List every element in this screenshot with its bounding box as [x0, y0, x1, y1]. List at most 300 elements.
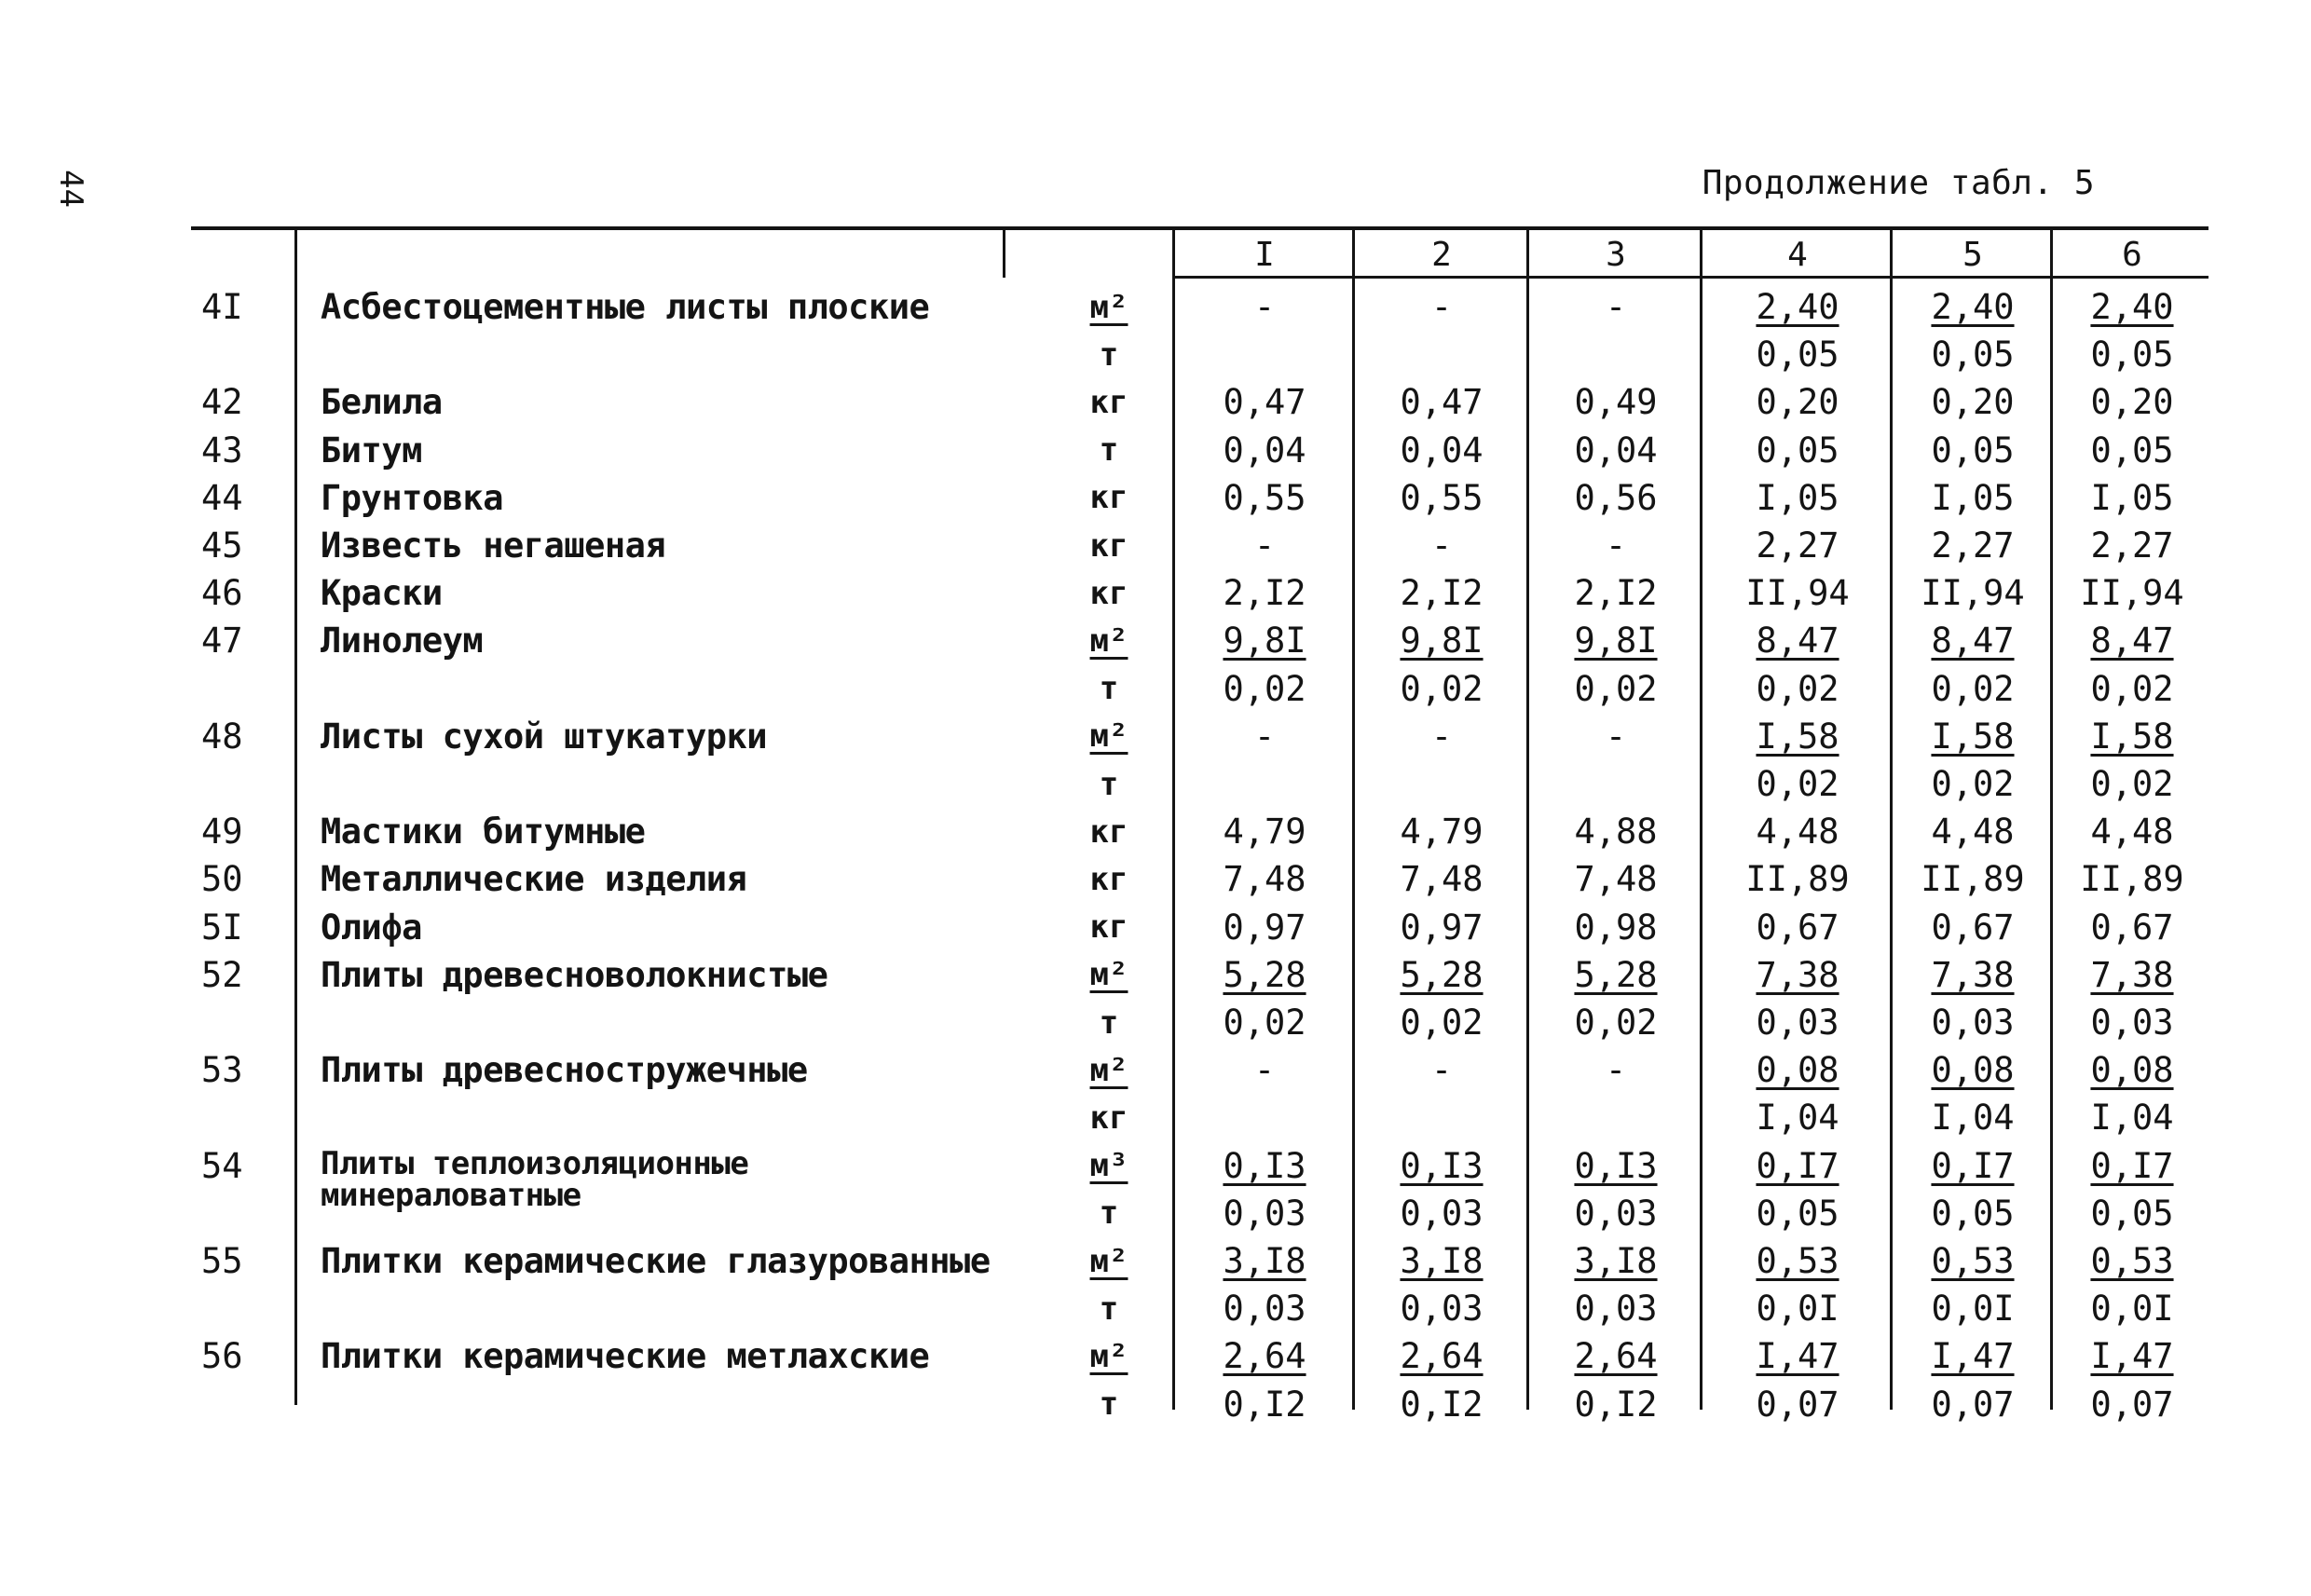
value-text: 2,40	[2090, 287, 2174, 327]
value-col-2	[1355, 427, 1528, 474]
value-text: 7,48	[1574, 859, 1658, 900]
row-number: 46	[201, 573, 243, 614]
value-col-2	[1355, 808, 1528, 855]
value-text: 0,02	[1931, 764, 2015, 804]
row-number	[186, 1285, 289, 1332]
value-col-2	[1355, 474, 1528, 522]
value-col-1	[1176, 522, 1353, 569]
value-col-2	[1355, 665, 1528, 713]
row-number: 54	[201, 1145, 243, 1186]
value-col-4	[1703, 1094, 1892, 1141]
value-text: 0,I7	[1931, 1145, 2015, 1186]
value-col-5	[1894, 760, 2052, 808]
value-col-6	[2054, 617, 2210, 664]
table-row	[0, 617, 2311, 664]
value-text: 0,20	[1931, 382, 2015, 423]
value-text: 0,49	[1574, 382, 1658, 423]
value-col-3	[1530, 427, 1702, 474]
value-text: 0,02	[1400, 668, 1484, 709]
value-col-1	[1176, 1285, 1353, 1332]
row-number: 52	[201, 954, 243, 995]
value-col-3	[1530, 665, 1702, 713]
value-col-5	[1894, 569, 2052, 617]
value-text: 0,03	[1400, 1193, 1484, 1234]
table-header-rule	[1174, 276, 2208, 279]
value-col-2	[1355, 1285, 1528, 1332]
unit: т	[1099, 431, 1119, 470]
value-text: 0,04	[1574, 430, 1658, 471]
value-text: 2,64	[1574, 1336, 1658, 1377]
value-text: 8,47	[1756, 621, 1839, 662]
value-col-4	[1703, 617, 1892, 664]
column-header-5: 5	[1962, 235, 1983, 274]
value-col-3	[1530, 760, 1702, 808]
value-col-4	[1703, 904, 1892, 951]
value-col-5	[1894, 1094, 2052, 1141]
value-col-5	[1894, 617, 2052, 664]
unit: т	[1099, 335, 1119, 374]
value-col-4	[1703, 713, 1892, 760]
value-text: 0,05	[1756, 430, 1839, 471]
value-text: 2,64	[1223, 1336, 1306, 1377]
value-col-4	[1703, 665, 1892, 713]
row-number: 50	[201, 859, 243, 900]
material-name	[321, 331, 991, 378]
value-col-6	[2054, 760, 2210, 808]
table-row	[0, 569, 2311, 617]
value-col-1	[1176, 427, 1353, 474]
value-text: 2,27	[1756, 525, 1839, 566]
page-number: 44	[52, 170, 89, 208]
value-text: 0,I3	[1574, 1145, 1658, 1186]
value-col-5	[1894, 378, 2052, 426]
value-text: I,05	[1756, 477, 1839, 518]
value-text: 9,8I	[1574, 621, 1658, 662]
value-col-3	[1530, 713, 1702, 760]
value-col-4	[1703, 474, 1892, 522]
column-divider	[1003, 226, 1005, 278]
value-text: 0,05	[1931, 430, 2015, 471]
row-number	[186, 1094, 289, 1141]
value-text: 0,98	[1574, 907, 1658, 948]
column-header-2: 2	[1431, 235, 1452, 274]
value-text: 0,02	[1756, 668, 1839, 709]
table-row	[0, 331, 2311, 378]
material-name: Линолеум	[321, 621, 484, 662]
value-col-5	[1894, 522, 2052, 569]
value-text: 0,05	[2090, 1193, 2174, 1234]
row-number	[186, 665, 289, 713]
value-col-2	[1355, 760, 1528, 808]
table-row	[0, 1332, 2311, 1380]
value-text: 0,05	[1931, 334, 2015, 375]
value-col-3	[1530, 1190, 1702, 1237]
row-number: 45	[201, 525, 243, 566]
value-col-5	[1894, 1190, 2052, 1237]
value-text: 0,56	[1574, 477, 1658, 518]
value-col-1	[1176, 378, 1353, 426]
value-text: 4,48	[1931, 812, 2015, 853]
value-text: 0,97	[1400, 907, 1484, 948]
value-col-1	[1176, 808, 1353, 855]
value-text: 0,53	[2090, 1241, 2174, 1281]
value-col-5	[1894, 1237, 2052, 1285]
value-col-2	[1355, 1142, 1528, 1190]
value-text: 0,03	[1223, 1193, 1306, 1234]
value-col-3	[1530, 617, 1702, 664]
value-col-2	[1355, 904, 1528, 951]
value-col-2	[1355, 617, 1528, 664]
value-col-4	[1703, 999, 1892, 1046]
column-header-4: 4	[1787, 235, 1808, 274]
table-row	[0, 1094, 2311, 1141]
value-col-6	[2054, 569, 2210, 617]
value-col-4	[1703, 1190, 1892, 1237]
value-col-2	[1355, 1332, 1528, 1380]
table-row	[0, 1190, 2311, 1237]
value-text: 9,8I	[1223, 621, 1306, 662]
table-caption: Продолжение табл. 5	[1702, 164, 2095, 202]
value-col-6	[2054, 1046, 2210, 1094]
unit: кг	[1089, 526, 1128, 565]
value-text: -	[1605, 525, 1627, 566]
unit: кг	[1089, 908, 1128, 947]
value-text: 4,79	[1400, 812, 1484, 853]
unit: м³	[1089, 1147, 1128, 1185]
value-col-1	[1176, 569, 1353, 617]
value-col-6	[2054, 1237, 2210, 1285]
value-text: 0,04	[1223, 430, 1306, 471]
value-col-3	[1530, 378, 1702, 426]
value-col-6	[2054, 999, 2210, 1046]
value-col-6	[2054, 1332, 2210, 1380]
value-col-6	[2054, 378, 2210, 426]
value-col-3	[1530, 1094, 1702, 1141]
value-col-2	[1355, 1381, 1528, 1428]
value-col-4	[1703, 283, 1892, 331]
value-col-6	[2054, 331, 2210, 378]
value-col-3	[1530, 951, 1702, 999]
value-text: 0,07	[2090, 1384, 2174, 1425]
value-col-3	[1530, 1285, 1702, 1332]
value-col-1	[1176, 951, 1353, 999]
value-col-6	[2054, 522, 2210, 569]
value-text: 0,97	[1223, 907, 1306, 948]
value-col-1	[1176, 617, 1353, 664]
value-col-3	[1530, 904, 1702, 951]
value-col-5	[1894, 1381, 2052, 1428]
value-text: I,04	[1931, 1098, 2015, 1139]
unit: м²	[1089, 1051, 1128, 1089]
value-text: -	[1430, 716, 1453, 757]
value-col-4	[1703, 1285, 1892, 1332]
value-text: 0,02	[1574, 1003, 1658, 1043]
value-col-6	[2054, 427, 2210, 474]
material-name: Мастики битумные	[321, 812, 646, 853]
value-text: 7,38	[1931, 954, 2015, 995]
value-col-4	[1703, 378, 1892, 426]
value-col-5	[1894, 808, 2052, 855]
unit: м²	[1089, 1242, 1128, 1280]
value-col-1	[1176, 1237, 1353, 1285]
table-top-rule	[191, 226, 2208, 230]
table-row	[0, 427, 2311, 474]
value-text: 0,I2	[1223, 1384, 1306, 1425]
value-col-5	[1894, 1285, 2052, 1332]
value-text: -	[1605, 287, 1627, 327]
value-text: 0,0I	[2090, 1289, 2174, 1330]
value-col-2	[1355, 378, 1528, 426]
value-col-3	[1530, 474, 1702, 522]
value-col-1	[1176, 713, 1353, 760]
value-col-3	[1530, 569, 1702, 617]
value-col-5	[1894, 1046, 2052, 1094]
value-text: 0,05	[1756, 1193, 1839, 1234]
value-col-1	[1176, 1381, 1353, 1428]
value-col-1	[1176, 665, 1353, 713]
material-name	[321, 1285, 991, 1332]
material-name: Олифа	[321, 907, 422, 948]
value-col-5	[1894, 474, 2052, 522]
value-text: 5,28	[1574, 954, 1658, 995]
value-text: -	[1430, 287, 1453, 327]
value-text: 4,48	[1756, 812, 1839, 853]
table-row	[0, 808, 2311, 855]
value-text: 5,28	[1223, 954, 1306, 995]
material-name	[321, 999, 991, 1046]
value-col-1	[1176, 999, 1353, 1046]
value-col-6	[2054, 1142, 2210, 1190]
value-text: II,89	[1745, 859, 1850, 900]
value-text: -	[1253, 716, 1276, 757]
table-row	[0, 760, 2311, 808]
value-text: 0,03	[1574, 1289, 1658, 1330]
value-text: 0,02	[1931, 668, 2015, 709]
value-text: 0,02	[1756, 764, 1839, 804]
value-text: II,94	[2080, 573, 2184, 614]
value-col-2	[1355, 999, 1528, 1046]
table-row	[0, 713, 2311, 760]
unit: т	[1099, 670, 1119, 708]
material-name: Листы сухой штукатурки	[321, 716, 768, 757]
value-col-1	[1176, 760, 1353, 808]
value-text: 0,67	[1931, 907, 2015, 948]
table-row	[0, 378, 2311, 426]
value-text: 2,27	[2090, 525, 2174, 566]
value-text: 0,67	[1756, 907, 1839, 948]
value-text: I,05	[1931, 477, 2015, 518]
table-row	[0, 522, 2311, 569]
value-text: 0,I3	[1223, 1145, 1306, 1186]
unit: м²	[1089, 717, 1128, 756]
value-text: 0,53	[1931, 1241, 2015, 1281]
material-name: Битум	[321, 430, 422, 471]
value-text: 0,02	[1400, 1003, 1484, 1043]
value-col-4	[1703, 855, 1892, 903]
value-text: 0,I2	[1574, 1384, 1658, 1425]
value-col-4	[1703, 1237, 1892, 1285]
row-number: 49	[201, 812, 243, 853]
value-col-6	[2054, 1285, 2210, 1332]
value-col-3	[1530, 283, 1702, 331]
value-text: -	[1253, 287, 1276, 327]
value-col-6	[2054, 951, 2210, 999]
material-name	[321, 1381, 991, 1428]
value-text: 0,07	[1931, 1384, 2015, 1425]
value-col-1	[1176, 855, 1353, 903]
value-text: 0,08	[1756, 1050, 1839, 1091]
value-col-3	[1530, 808, 1702, 855]
material-name: Белила	[321, 382, 443, 423]
value-text: 0,05	[1756, 334, 1839, 375]
value-text: 4,79	[1223, 812, 1306, 853]
value-text: 0,07	[1756, 1384, 1839, 1425]
value-text: 0,05	[2090, 430, 2174, 471]
value-text: 0,I7	[1756, 1145, 1839, 1186]
value-text: 0,03	[1756, 1003, 1839, 1043]
value-col-2	[1355, 331, 1528, 378]
table-row	[0, 1237, 2311, 1285]
value-text: 2,40	[1931, 287, 2015, 327]
value-col-4	[1703, 808, 1892, 855]
column-header-6: 6	[2122, 235, 2142, 274]
table-row	[0, 1046, 2311, 1094]
value-col-4	[1703, 522, 1892, 569]
table-row	[0, 1285, 2311, 1332]
column-header-3: 3	[1606, 235, 1626, 274]
value-col-5	[1894, 713, 2052, 760]
material-name: Грунтовка	[321, 477, 503, 518]
value-col-3	[1530, 331, 1702, 378]
table-row	[0, 283, 2311, 331]
value-text: I,58	[1756, 716, 1839, 757]
value-col-1	[1176, 1046, 1353, 1094]
material-name: Плиты древесностружечные	[321, 1050, 808, 1091]
unit: м²	[1089, 288, 1128, 326]
column-header-1: I	[1254, 235, 1275, 274]
value-col-1	[1176, 1142, 1353, 1190]
table-row	[0, 855, 2311, 903]
value-text: -	[1605, 1050, 1627, 1091]
value-text: I,58	[1931, 716, 2015, 757]
value-text: -	[1253, 1050, 1276, 1091]
value-text: II,94	[1745, 573, 1850, 614]
unit: кг	[1089, 383, 1128, 421]
value-text: I,47	[2090, 1336, 2174, 1377]
value-text: 0,02	[2090, 764, 2174, 804]
value-text: 0,04	[1400, 430, 1484, 471]
value-text: 0,03	[1223, 1289, 1306, 1330]
value-col-4	[1703, 951, 1892, 999]
row-number: 5I	[201, 907, 243, 948]
value-text: 0,03	[1400, 1289, 1484, 1330]
value-text: 7,38	[1756, 954, 1839, 995]
value-col-3	[1530, 999, 1702, 1046]
value-text: 0,20	[1756, 382, 1839, 423]
value-text: 3,I8	[1223, 1241, 1306, 1281]
value-text: I,47	[1931, 1336, 2015, 1377]
material-name: Плиты теплоизоляционные минераловатные	[321, 1144, 749, 1214]
value-col-3	[1530, 1046, 1702, 1094]
value-col-6	[2054, 855, 2210, 903]
unit: кг	[1089, 574, 1128, 612]
value-text: II,89	[1921, 859, 2025, 900]
value-col-5	[1894, 283, 2052, 331]
unit: т	[1099, 1385, 1119, 1424]
value-col-5	[1894, 951, 2052, 999]
value-text: 0,02	[2090, 668, 2174, 709]
value-col-2	[1355, 951, 1528, 999]
value-col-5	[1894, 665, 2052, 713]
value-text: 5,28	[1400, 954, 1484, 995]
value-col-6	[2054, 1381, 2210, 1428]
value-text: 2,I2	[1400, 573, 1484, 614]
value-text: 8,47	[1931, 621, 2015, 662]
material-name: Известь негашеная	[321, 525, 666, 566]
unit: кг	[1089, 860, 1128, 898]
value-col-2	[1355, 522, 1528, 569]
value-col-3	[1530, 1142, 1702, 1190]
value-text: 0,03	[2090, 1003, 2174, 1043]
value-text: 7,48	[1223, 859, 1306, 900]
row-number: 43	[201, 430, 243, 471]
value-col-4	[1703, 569, 1892, 617]
unit: кг	[1089, 1098, 1128, 1137]
value-col-2	[1355, 855, 1528, 903]
value-col-1	[1176, 1190, 1353, 1237]
table-row	[0, 665, 2311, 713]
value-col-4	[1703, 1332, 1892, 1380]
material-name	[321, 665, 991, 713]
value-col-4	[1703, 1046, 1892, 1094]
value-col-3	[1530, 855, 1702, 903]
value-text: 0,0I	[1931, 1289, 2015, 1330]
unit: т	[1099, 765, 1119, 803]
value-text: 0,53	[1756, 1241, 1839, 1281]
value-text: 0,03	[1574, 1193, 1658, 1234]
value-col-2	[1355, 1237, 1528, 1285]
material-name	[321, 1190, 991, 1237]
value-col-2	[1355, 283, 1528, 331]
unit: кг	[1089, 479, 1128, 517]
value-text: -	[1253, 525, 1276, 566]
value-col-6	[2054, 1094, 2210, 1141]
material-name: Асбестоцементные листы плоские	[321, 287, 930, 327]
value-col-1	[1176, 283, 1353, 331]
material-name: Металлические изделия	[321, 859, 747, 900]
value-text: I,05	[2090, 477, 2174, 518]
value-col-5	[1894, 1332, 2052, 1380]
value-text: 0,20	[2090, 382, 2174, 423]
value-text: 0,03	[1931, 1003, 2015, 1043]
value-col-1	[1176, 1094, 1353, 1141]
unit: м²	[1089, 621, 1128, 660]
value-text: 0,05	[2090, 334, 2174, 375]
value-text: 2,27	[1931, 525, 2015, 566]
value-text: 0,08	[2090, 1050, 2174, 1091]
table-row	[0, 474, 2311, 522]
table-row	[0, 951, 2311, 999]
row-number: 48	[201, 716, 243, 757]
value-text: 2,I2	[1574, 573, 1658, 614]
value-text: -	[1430, 1050, 1453, 1091]
value-col-6	[2054, 808, 2210, 855]
value-text: 0,I7	[2090, 1145, 2174, 1186]
value-text: II,94	[1921, 573, 2025, 614]
unit: м²	[1089, 1337, 1128, 1375]
value-col-2	[1355, 569, 1528, 617]
value-col-2	[1355, 1190, 1528, 1237]
